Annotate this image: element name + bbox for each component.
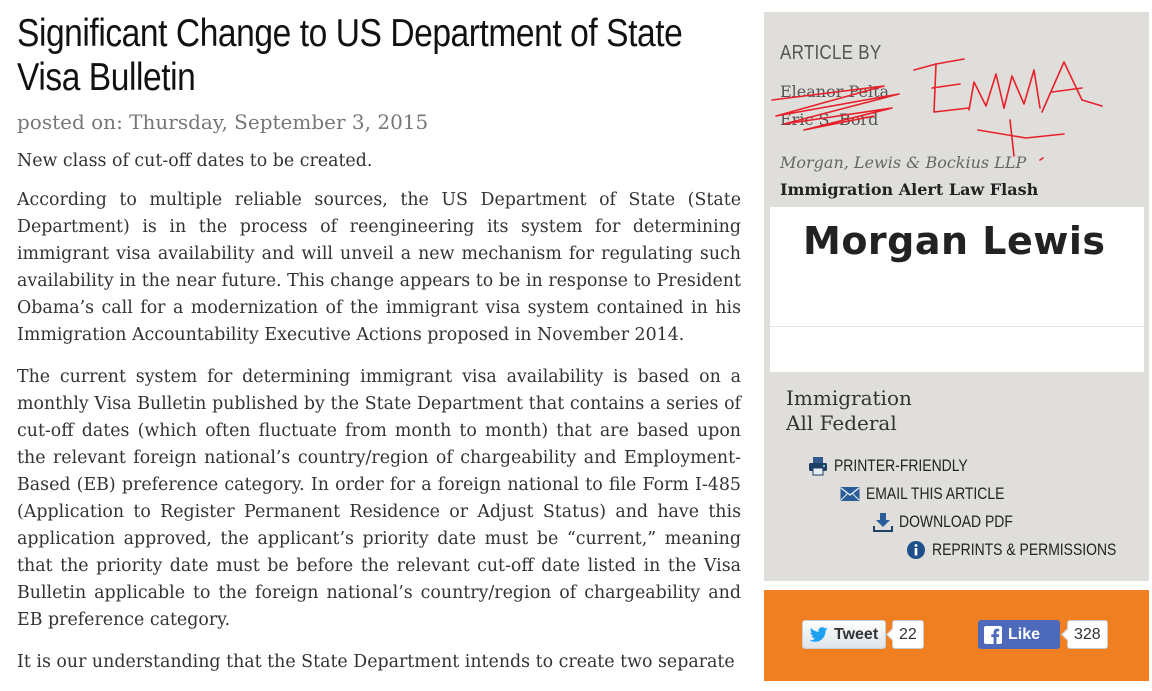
logo-divider: [770, 326, 1144, 327]
firm-logo: Morgan Lewis: [803, 219, 1106, 263]
law-firm-name: Morgan, Lewis & Bockius LLP: [780, 153, 1027, 172]
facebook-icon: [984, 626, 1002, 644]
topic-link-all-federal[interactable]: All Federal: [786, 411, 897, 435]
printer-friendly-link[interactable]: [808, 455, 997, 477]
article-paragraph: According to multiple reliable sources, the US Department of State (State Department) is in the process of reengineering its system for determining immigrant visa availability and will unveil a new mechanism for regulating such availability in the near future. This change appears to be in response to President Obama’s call for a modernization of the immigrant visa system contained in his Immigration Accountability Executive Actions proposed in November 2014.: [17, 190, 741, 345]
tweet-label: Tweet: [834, 625, 879, 643]
social-share-bar: [764, 590, 1149, 681]
publication-name[interactable]: Immigration Alert Law Flash: [780, 180, 1039, 199]
download-pdf-link[interactable]: [873, 511, 1038, 533]
posted-date: posted on: Thursday, September 3, 2015: [17, 110, 429, 134]
download-icon: [873, 512, 893, 532]
author-link[interactable]: Eleanor Pelta: [780, 82, 890, 101]
twitter-bird-icon: [809, 627, 829, 643]
envelope-icon: [840, 486, 860, 502]
article-by-label: ARTICLE BY: [780, 42, 882, 64]
article-title: Significant Change to US Department of State Visa Bulletin: [17, 12, 683, 99]
article-main: [17, 12, 741, 691]
email-article-link[interactable]: [840, 483, 1035, 505]
facebook-like-button[interactable]: [978, 620, 1060, 649]
email-article-label: EMAIL THIS ARTICLE: [866, 484, 1005, 503]
article-paragraph: The current system for determining immigrant visa availability is based on a monthly Visa Bulletin published by the State Department that contains a series of cut-off dates (which often fluctuate from month to month) that are based upon the relevant foreign national’s country/region of chargeability and Employment-Based (EB) preference category. In order for a foreign national to file Form I-485 (Application to Register Permanent Residence or Adjust Status) and have this application approved, the applicant’s priority date must be “current,” meaning that the priority date must be before the relevant cut-off date listed in the Visa Bulletin applicable to the foreign national’s country/region of chargeability and EB preference category.: [17, 367, 741, 630]
article-subtitle: New class of cut-off dates to be created.: [17, 151, 373, 171]
tweet-button[interactable]: [802, 620, 886, 649]
like-label: Like: [1008, 625, 1041, 643]
author-link[interactable]: Eric S. Bord: [780, 110, 879, 129]
topic-link-immigration[interactable]: Immigration: [786, 386, 912, 410]
reprints-permissions-label: REPRINTS & PERMISSIONS: [932, 540, 1117, 559]
article-sidebar: [764, 12, 1149, 581]
article-paragraph-partial: It is our understanding that the State Department intends to create two separate: [17, 652, 735, 672]
reprints-permissions-link[interactable]: [906, 539, 1152, 561]
firm-logo-box: [770, 207, 1144, 372]
info-icon: [906, 540, 926, 560]
like-count: 328: [1067, 620, 1108, 649]
tweet-count: 22: [892, 620, 924, 649]
printer-icon: [808, 456, 828, 476]
printer-friendly-label: PRINTER-FRIENDLY: [834, 456, 968, 475]
download-pdf-label: DOWNLOAD PDF: [899, 512, 1013, 531]
